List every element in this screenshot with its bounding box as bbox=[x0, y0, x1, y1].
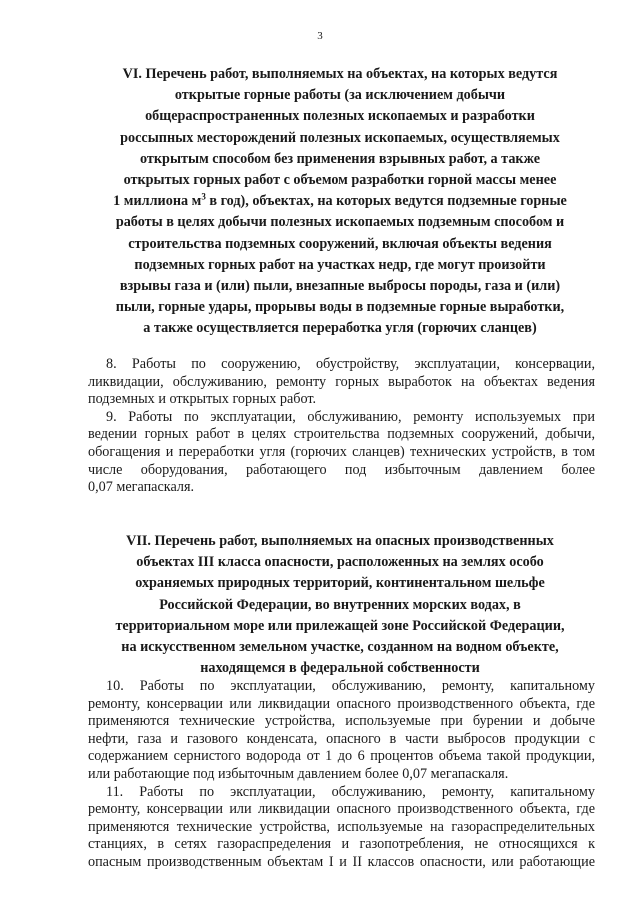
paragraph-line: ремонту, консервации или ликвидации опасного производственного объекта, где bbox=[88, 695, 595, 712]
heading-line: подземных горных работ на участках недр, где могут произойти bbox=[134, 256, 546, 273]
heading-line: Российской Федерации, во внутренних морских водах, в bbox=[159, 596, 521, 613]
paragraph-line: 8. Работы по сооружению, обустройству, эксплуатации, консервации, bbox=[106, 356, 595, 372]
heading-line: открытые горные работы (за исключением добычи bbox=[174, 87, 506, 104]
heading-line: а также осуществляется переработка угля (горючих сланцев) bbox=[143, 320, 537, 337]
paragraph-line: подземных и открытых горных работ. bbox=[88, 391, 317, 408]
paragraph-line: нефти, газа и газового конденсата, опасного в части выбросов продукции с bbox=[88, 730, 595, 747]
heading-line: открытым способом без применения взрывных работ, а также bbox=[140, 150, 540, 167]
paragraph-line: ведении горных работ в целях строительства подземных сооружений, добычи, bbox=[88, 426, 595, 443]
heading-line-part: 1 миллиона м bbox=[113, 193, 202, 210]
heading-line: работы в целях добычи полезных ископаемых подземным способом и bbox=[115, 214, 565, 231]
heading-line: территориальном море или прилежащей зоне Российской Федерации, bbox=[115, 617, 565, 634]
paragraph-line: применяются технические устройства, используемые при бурении и добыче bbox=[88, 713, 595, 730]
heading-line-part: в год), объектах, на которых ведутся подземные горные bbox=[205, 193, 567, 210]
heading-line: VI. Перечень работ, выполняемых на объектах, на которых ведутся bbox=[122, 66, 558, 82]
superscript-3: 3 bbox=[201, 191, 206, 202]
paragraph-10 bbox=[88, 678, 595, 784]
paragraph-line: или работающие под избыточным давлением более 0,07 мегапаскаля. bbox=[88, 765, 509, 782]
paragraph-line: ликвидации, обслуживанию, ремонту горных выработок на объектах ведения bbox=[88, 373, 595, 390]
section-7-body bbox=[88, 678, 595, 872]
paragraph-line: опасным производственным объектам I и II классов опасности, или работающие bbox=[88, 853, 595, 870]
paragraph-line: 11. Работы по эксплуатации, обслуживанию, ремонту, капитальному bbox=[106, 783, 595, 800]
heading-line: пыли, горные удары, прорывы воды в подземные горные выработки, bbox=[115, 299, 565, 316]
heading-line: взрывы газа и (или) пыли, внезапные выбросы породы, газа и (или) bbox=[119, 278, 561, 295]
paragraph-line: 10. Работы по эксплуатации, обслуживанию, ремонту, капитальному bbox=[106, 678, 595, 694]
paragraph-8 bbox=[88, 356, 595, 409]
paragraph-line: ремонту, консервации или ликвидации опасного производственного объекта, где bbox=[88, 801, 595, 818]
heading-line: находящемся в федеральной собственности bbox=[200, 660, 480, 677]
heading-line: объектах III класса опасности, расположенных на землях особо bbox=[136, 554, 544, 571]
heading-line bbox=[100, 191, 580, 212]
section-6-heading bbox=[100, 64, 580, 340]
section-6-body bbox=[88, 356, 595, 497]
heading-line: VII. Перечень работ, выполняемых на опасных производственных bbox=[126, 533, 554, 549]
paragraph-line: обогащения и переработки угля (горючих сланцев) технических устройств, в том bbox=[88, 443, 595, 460]
paragraph-line: станциях, в сетях газораспределения и газопотребления, не относящихся к bbox=[88, 836, 595, 853]
heading-line: россыпных месторождений полезных ископаемых, осуществляемых bbox=[120, 129, 560, 146]
heading-line: охраняемых природных территорий, континентальном шельфе bbox=[135, 575, 545, 592]
heading-line: открытых горных работ с объемом разработки горной массы менее bbox=[123, 172, 557, 189]
paragraph-11 bbox=[88, 784, 595, 872]
paragraph-line: 9. Работы по эксплуатации, обслуживанию, ремонту используемых при bbox=[106, 408, 595, 425]
paragraph-9 bbox=[88, 409, 595, 497]
paragraph-line: применяются технические устройства, используемые на газораспределительных bbox=[88, 818, 595, 835]
paragraph-line: числе оборудования, работающего под избыточным давлением более bbox=[88, 461, 595, 478]
section-7-heading bbox=[100, 531, 580, 679]
heading-line: на искусственном земельном участке, созданном на водном объекте, bbox=[121, 639, 559, 656]
paragraph-line: содержанием сернистого водорода от 1 до 6 процентов объема такой продукции, bbox=[88, 748, 595, 765]
heading-line: общераспространенных полезных ископаемых и разработки bbox=[145, 108, 535, 125]
heading-line: строительства подземных сооружений, включая объекты ведения bbox=[128, 235, 552, 252]
paragraph-line: 0,07 мегапаскаля. bbox=[88, 479, 195, 496]
page-number: 3 bbox=[317, 30, 323, 42]
